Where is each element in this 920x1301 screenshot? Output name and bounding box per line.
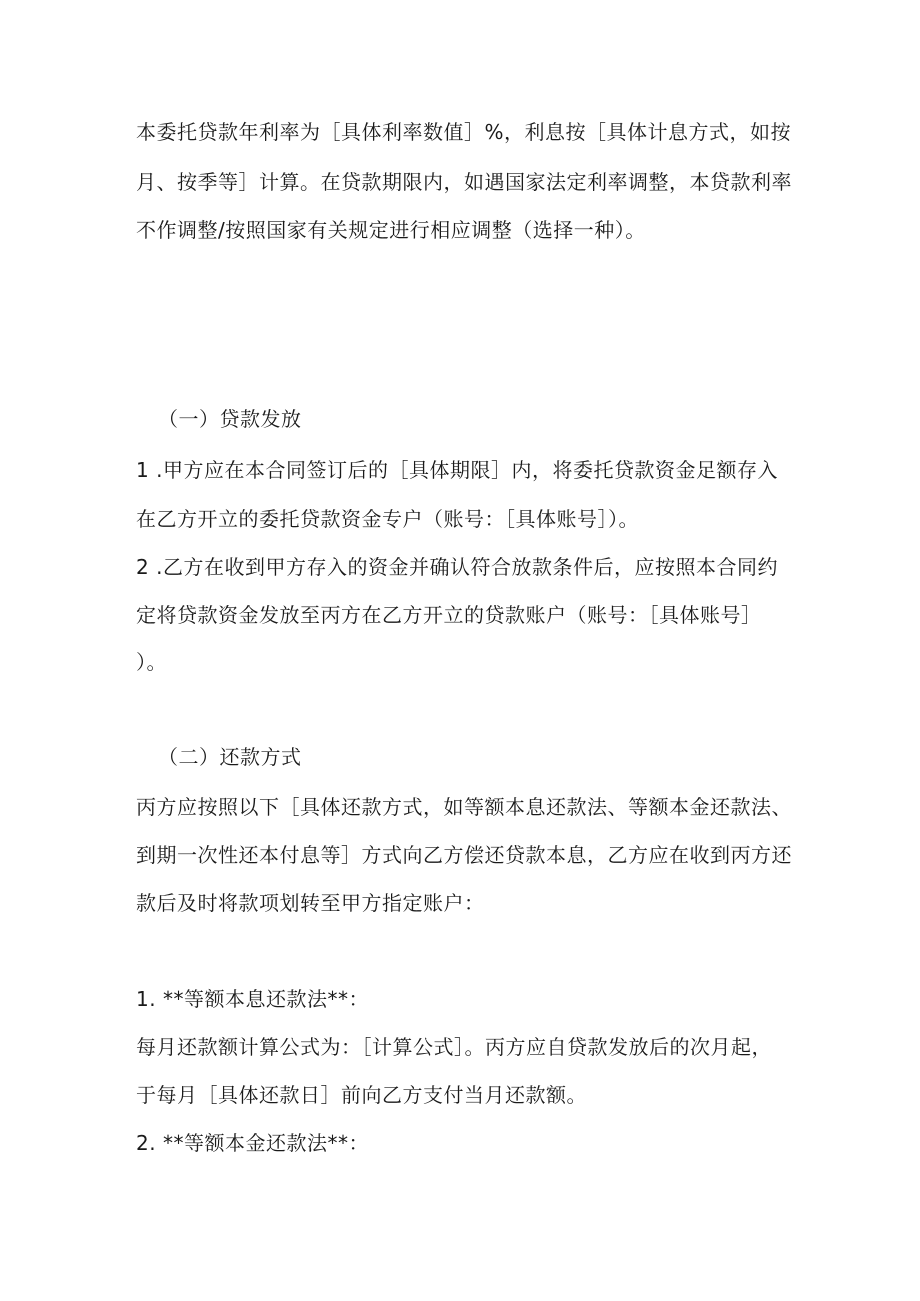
interest-paragraph-line-3: 不作调整/按照国家有关规定进行相应调整（选择一种）。 [136,218,646,242]
repayment-intro-line-2: 到期一次性还本付息等］方式向乙方偿还贷款本息，乙方应在收到丙方还 [136,843,792,867]
repayment-method-2-title: 2. **等额本金还款法**： [136,1131,369,1155]
disbursement-item-2-line-2: 定将贷款资金发放至丙方在乙方开立的贷款账户（账号：［具体账号］ [136,603,762,627]
repayment-method-1-line-1: 每月还款额计算公式为：［计算公式］。丙方应自贷款发放后的次月起， [136,1035,772,1059]
interest-paragraph-line-1: 本委托贷款年利率为［具体利率数值］%，利息按［具体计息方式，如按 [136,120,792,144]
repayment-method-1-title: 1. **等额本息还款法**： [136,987,369,1011]
disbursement-item-1-line-1: 1 .甲方应在本合同签订后的［具体期限］内，将委托贷款资金足额存入 [136,458,778,482]
disbursement-item-2-line-3: ）。 [136,650,167,674]
section-disbursement-heading: （一）贷款发放 [158,407,302,431]
interest-paragraph-line-2: 月、按季等］计算。在贷款期限内，如遇国家法定利率调整，本贷款利率 [136,170,792,194]
section-repayment-heading: （二）还款方式 [158,745,302,769]
repayment-intro-line-3: 款后及时将款项划转至甲方指定账户： [136,891,485,915]
disbursement-item-1-line-2: 在乙方开立的委托贷款资金专户（账号：［具体账号］）。 [136,507,639,531]
disbursement-item-2-line-1: 2 .乙方在收到甲方存入的资金并确认符合放款条件后，应按照本合同约 [136,555,778,579]
repayment-method-1-line-2: 于每月［具体还款日］前向乙方支付当月还款额。 [136,1083,587,1107]
repayment-intro-line-1: 丙方应按照以下［具体还款方式，如等额本息还款法、等额本金还款法、 [136,795,792,819]
